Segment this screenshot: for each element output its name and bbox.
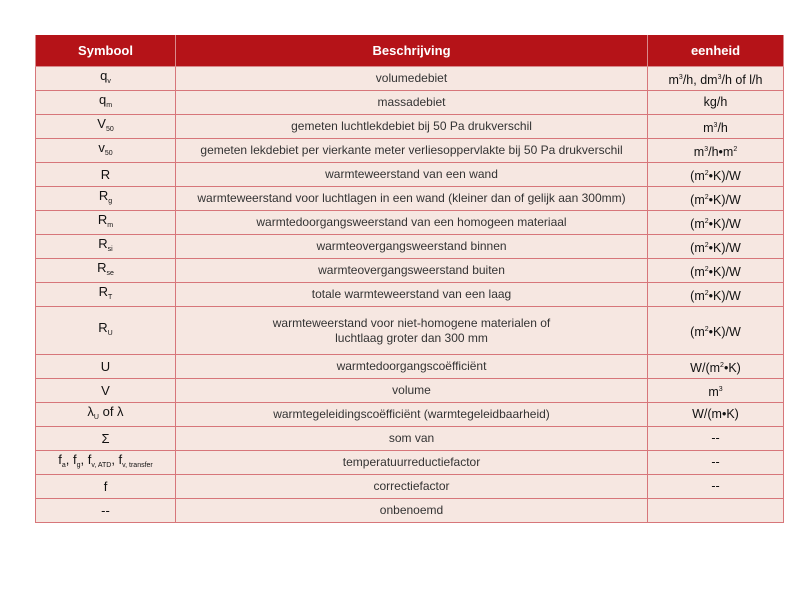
- text-part: /h of l/h: [721, 72, 763, 87]
- text-part: --: [101, 503, 110, 518]
- text-part: R: [97, 212, 108, 227]
- description-cell: [176, 403, 648, 427]
- header-description: Beschrijving: [176, 35, 648, 67]
- text-part: q: [100, 68, 108, 83]
- symbol-cell: [36, 163, 176, 187]
- symbol-cell: [36, 403, 176, 427]
- description-cell: [176, 163, 648, 187]
- text-part: of λ: [98, 404, 124, 419]
- subscript: T: [108, 294, 113, 301]
- text-part: (m: [690, 288, 705, 303]
- superscript: 3: [717, 73, 722, 81]
- symbol-cell: [36, 91, 176, 115]
- text-part: --: [711, 455, 720, 469]
- table-row: [36, 67, 784, 91]
- subscript: a: [61, 462, 66, 469]
- table-row: [36, 499, 784, 523]
- symbol-cell: [36, 115, 176, 139]
- text-part: m: [668, 72, 679, 87]
- text-part: •K)/W: [708, 192, 741, 207]
- header-unit: eenheid: [648, 35, 784, 67]
- description-cell: [176, 499, 648, 523]
- symbol-cell: [36, 355, 176, 379]
- text-part: U: [100, 359, 111, 374]
- symbol-cell: [36, 379, 176, 403]
- text-part: f: [103, 479, 108, 494]
- text-part: f: [58, 452, 62, 467]
- unit-cell: [648, 499, 784, 523]
- text-part: •K)/W: [708, 240, 741, 255]
- description-cell: [176, 355, 648, 379]
- table-row: [36, 403, 784, 427]
- superscript: 3: [713, 121, 718, 129]
- symbol-cell: [36, 307, 176, 355]
- subscript: g: [108, 198, 113, 205]
- text-part: (m: [690, 264, 705, 279]
- text-part: m: [703, 120, 714, 135]
- subscript: v, transfer: [122, 462, 153, 469]
- symbol-cell: [36, 67, 176, 91]
- unit-cell: [648, 427, 784, 451]
- text-part: •K)/W: [708, 168, 741, 183]
- table-row: [36, 451, 784, 475]
- description-cell: [176, 211, 648, 235]
- symbol-cell: [36, 499, 176, 523]
- unit-cell: [648, 403, 784, 427]
- superscript: 2: [704, 217, 709, 225]
- description-text: warmteweerstand voor niet-homogene materialen of: [272, 315, 551, 330]
- description-text: warmteweerstand voor luchtlagen in een wand (kleiner dan of gelijk aan 300mm): [197, 191, 626, 205]
- text-part: --: [711, 479, 720, 493]
- symbol-cell: [36, 235, 176, 259]
- table-row: [36, 235, 784, 259]
- text-part: (m: [690, 240, 705, 255]
- symbol-cell: [36, 187, 176, 211]
- text-part: --: [711, 431, 720, 445]
- text-part: R: [98, 284, 109, 299]
- description-text: warmtedoorgangscoëfficiënt: [336, 359, 487, 373]
- subscript: v: [107, 78, 111, 85]
- header-symbol: Symbool: [36, 35, 176, 67]
- superscript: 2: [733, 145, 738, 153]
- table-row: [36, 91, 784, 115]
- unit-cell: [648, 187, 784, 211]
- unit-cell: [648, 259, 784, 283]
- table-row: [36, 211, 784, 235]
- description-cell: [176, 379, 648, 403]
- description-text: gemeten luchtlekdebiet bij 50 Pa drukverschil: [291, 119, 532, 133]
- text-part: R: [100, 167, 111, 182]
- text-part: (m: [690, 168, 705, 183]
- subscript: m: [106, 102, 113, 109]
- table-row: [36, 283, 784, 307]
- subscript: si: [107, 246, 113, 253]
- symbol-cell: [36, 451, 176, 475]
- description-cell: [176, 235, 648, 259]
- text-part: (m: [690, 192, 705, 207]
- description-cell: [176, 283, 648, 307]
- table-row: [36, 139, 784, 163]
- text-part: R: [98, 320, 108, 335]
- unit-cell: [648, 91, 784, 115]
- superscript: 2: [704, 241, 709, 249]
- table-header-row: [36, 35, 784, 67]
- text-part: R: [98, 236, 108, 251]
- description-cell: [176, 115, 648, 139]
- table-body: [36, 67, 784, 523]
- text-part: V: [101, 383, 110, 398]
- description-cell: [176, 259, 648, 283]
- superscript: 2: [704, 325, 709, 333]
- description-cell: [176, 67, 648, 91]
- text-part: R: [97, 260, 107, 275]
- description-text: luchtlaag groter dan 300 mm: [335, 330, 488, 345]
- unit-cell: [648, 67, 784, 91]
- description-text: temperatuurreductiefactor: [342, 455, 481, 469]
- text-part: (m: [690, 324, 705, 339]
- table-row: [36, 379, 784, 403]
- text-part: m: [693, 144, 705, 159]
- table-row: [36, 475, 784, 499]
- description-cell: [176, 427, 648, 451]
- subscript: se: [106, 270, 114, 277]
- unit-cell: [648, 139, 784, 163]
- description-cell: [176, 139, 648, 163]
- description-text: volume: [392, 383, 431, 397]
- text-part: •K)/W: [708, 264, 741, 279]
- subscript: U: [93, 414, 99, 421]
- superscript: 3: [678, 73, 683, 81]
- subscript: g: [76, 462, 81, 469]
- superscript: 2: [704, 265, 709, 273]
- text-part: /h, dm: [682, 72, 718, 87]
- unit-cell: [648, 211, 784, 235]
- unit-cell: [648, 307, 784, 355]
- subscript: m: [107, 222, 114, 229]
- text-part: /h•m: [708, 144, 734, 159]
- superscript: 2: [704, 169, 709, 177]
- text-part: •K)/W: [708, 288, 741, 303]
- superscript: 2: [704, 193, 709, 201]
- symbol-cell: [36, 211, 176, 235]
- description-text: massadebiet: [377, 95, 446, 109]
- description-text: gemeten lekdebiet per vierkante meter verliesoppervlakte bij 50 Pa drukverschil: [200, 143, 623, 157]
- text-part: W/(m•K): [692, 407, 739, 421]
- description-text: volumedebiet: [375, 71, 448, 85]
- text-part: λ: [87, 404, 94, 419]
- description-text: warmtegeleidingscoëfficiënt (warmtegeleidbaarheid): [273, 407, 550, 421]
- text-part: m: [708, 384, 719, 399]
- symbol-cell: [36, 139, 176, 163]
- unit-cell: [648, 163, 784, 187]
- symbols-table: [35, 35, 784, 523]
- subscript: 50: [105, 126, 114, 133]
- subscript: v, ATD: [91, 462, 112, 469]
- description-text: warmteweerstand van een wand: [325, 167, 498, 181]
- symbol-cell: [36, 427, 176, 451]
- description-text: som van: [388, 431, 435, 445]
- table-row: [36, 259, 784, 283]
- table-row: [36, 163, 784, 187]
- text-part: , f: [80, 452, 92, 467]
- unit-cell: [648, 235, 784, 259]
- symbol-cell: [36, 283, 176, 307]
- description-text: onbenoemd: [379, 503, 444, 517]
- text-part: R: [98, 188, 109, 203]
- subscript: U: [107, 330, 113, 337]
- text-part: , f: [111, 452, 123, 467]
- description-cell: [176, 187, 648, 211]
- description-cell: [176, 451, 648, 475]
- text-part: , f: [65, 452, 77, 467]
- description-text: totale warmteweerstand van een laag: [311, 287, 512, 301]
- text-part: Σ: [101, 431, 110, 446]
- text-part: W/(m: [690, 360, 721, 375]
- unit-cell: [648, 355, 784, 379]
- table-row: [36, 187, 784, 211]
- table-row: [36, 427, 784, 451]
- unit-cell: [648, 475, 784, 499]
- text-part: (m: [690, 216, 705, 231]
- subscript: 50: [104, 150, 113, 157]
- unit-cell: [648, 283, 784, 307]
- superscript: 2: [720, 361, 724, 369]
- description-text: correctiefactor: [373, 479, 450, 493]
- text-part: v: [98, 140, 105, 155]
- text-part: •K)/W: [708, 216, 741, 231]
- description-text: warmteovergangsweerstand binnen: [316, 239, 507, 253]
- description-cell: [176, 91, 648, 115]
- symbol-cell: [36, 475, 176, 499]
- symbol-cell: [36, 259, 176, 283]
- unit-cell: [648, 451, 784, 475]
- unit-cell: [648, 115, 784, 139]
- superscript: 3: [718, 385, 723, 393]
- text-part: V: [97, 116, 106, 131]
- superscript: 3: [704, 145, 709, 153]
- table-row: [36, 355, 784, 379]
- text-part: •K): [723, 360, 741, 375]
- text-part: /h: [717, 120, 728, 135]
- description-cell: [176, 475, 648, 499]
- description-text: warmtedoorgangsweerstand van een homogeen materiaal: [256, 215, 567, 229]
- text-part: •K)/W: [708, 324, 741, 339]
- superscript: 2: [704, 289, 709, 297]
- description-text: warmteovergangsweerstand buiten: [318, 263, 505, 277]
- table-row: [36, 115, 784, 139]
- unit-cell: [648, 379, 784, 403]
- description-cell: [176, 307, 648, 355]
- text-part: q: [98, 92, 107, 107]
- text-part: kg/h: [703, 95, 728, 109]
- table-row: [36, 307, 784, 355]
